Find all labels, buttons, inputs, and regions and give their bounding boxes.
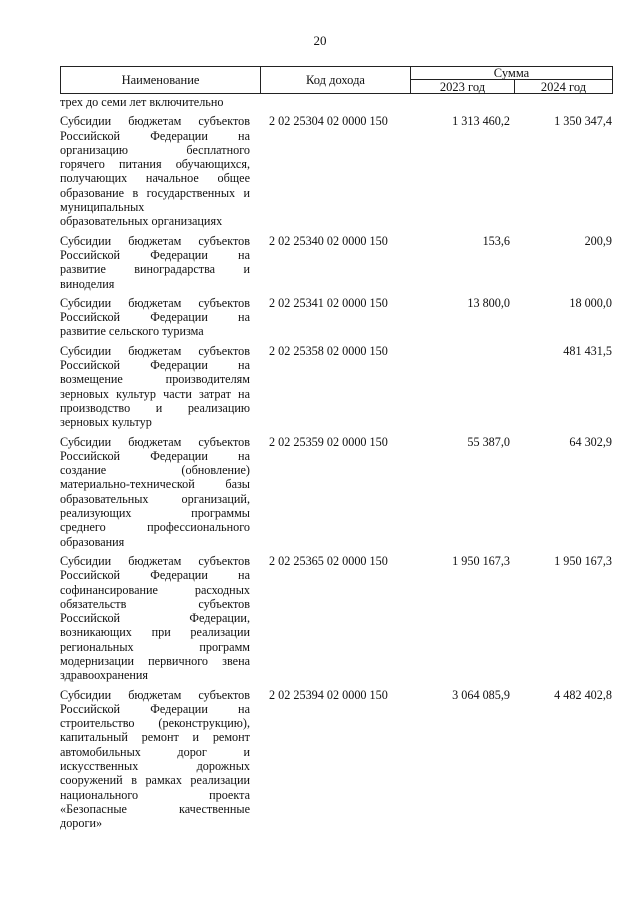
row-code: 2 02 25341 02 0000 150 <box>269 295 388 310</box>
row-name-line: виноделия <box>60 276 115 291</box>
row-value-2024: 481 431,5 <box>563 343 612 358</box>
table-row <box>60 296 620 339</box>
row-name-line: Российской Федерации на <box>60 247 250 262</box>
page-number: 20 <box>313 33 327 48</box>
row-name-line: обязательств субъектов <box>60 596 250 611</box>
row-name-line: дороги» <box>60 816 103 831</box>
table-row <box>60 234 620 291</box>
row-value-2023: 1 313 460,2 <box>452 114 510 129</box>
row-name-line: Российской Федерации на <box>60 448 250 463</box>
header-code-label: Код дохода <box>306 73 365 87</box>
row-name-line: муниципальных <box>60 200 145 215</box>
row-name-line: софинансирование расходных <box>60 582 250 597</box>
row-name <box>60 435 250 549</box>
row-value-2023: 1 950 167,3 <box>452 553 510 568</box>
row-value-2024: 200,9 <box>584 233 612 248</box>
row-code: 2 02 25304 02 0000 150 <box>269 114 388 129</box>
row-name-line: Российской Федерации на <box>60 128 250 143</box>
row-name <box>60 114 250 228</box>
row-name-line: Субсидии бюджетам субъектов <box>60 295 250 310</box>
row-name-line: модернизации первичного звена <box>60 653 250 668</box>
header-code-cell <box>260 66 411 94</box>
row-name-line: региональных программ <box>60 639 250 654</box>
row-name-line: «Безопасные качественные <box>60 801 250 816</box>
row-name-line: Субсидии бюджетам субъектов <box>60 434 250 449</box>
table-row <box>60 114 620 228</box>
row-name-line: Российской Федерации на <box>60 310 250 325</box>
row-name-line: образовательных организациях <box>60 214 223 229</box>
row-value-2023: 55 387,0 <box>467 434 510 449</box>
row-name-line: автомобильных дорог и <box>60 744 250 759</box>
header-sum-cell <box>410 66 613 80</box>
row-name-line: Российской Федерации на <box>60 568 250 583</box>
row-name-line: капитальный ремонт и ремонт <box>60 730 250 745</box>
row-name-line: образования <box>60 534 125 549</box>
header-name-label: Наименование <box>121 73 200 87</box>
row-code: 2 02 25365 02 0000 150 <box>269 553 388 568</box>
row-name-line: здравоохранения <box>60 668 149 683</box>
row-name <box>60 234 250 291</box>
table-row <box>60 435 620 549</box>
row-name-line: Субсидии бюджетам субъектов <box>60 687 250 702</box>
row-name-line: строительство (реконструкцию), <box>60 716 250 731</box>
row-name-line: создание (обновление) <box>60 463 250 478</box>
header-sum-label: Сумма <box>493 66 530 80</box>
row-value-2023: 3 064 085,9 <box>452 687 510 702</box>
row-code: 2 02 25358 02 0000 150 <box>269 343 388 358</box>
continuation-text: трех до семи лет включительно <box>60 95 224 109</box>
row-value-2024: 1 950 167,3 <box>554 553 612 568</box>
row-name-line: Субсидии бюджетам субъектов <box>60 114 250 129</box>
row-name-line: искусственных дорожных <box>60 759 250 774</box>
row-name-line: получающих начальное общее <box>60 171 250 186</box>
row-name-line: зерновых культур части затрат на <box>60 386 250 401</box>
row-name-line: производство и реализацию <box>60 400 250 415</box>
row-value-2024: 1 350 347,4 <box>554 114 612 129</box>
table-body <box>60 95 620 831</box>
header-name-cell <box>60 66 261 94</box>
row-value-2023: 153,6 <box>482 233 510 248</box>
row-name-line: возмещение производителям <box>60 372 250 387</box>
row-name-line: Субсидии бюджетам субъектов <box>60 553 250 568</box>
row-name-line: сооружений в рамках реализации <box>60 773 250 788</box>
header-year1-label: 2023 год <box>439 80 486 94</box>
row-name-line: Российской Федерации, <box>60 611 250 626</box>
header-year2-cell <box>514 79 613 94</box>
row-name-line: развитие виноградарства и <box>60 262 250 277</box>
row-name-line: Субсидии бюджетам субъектов <box>60 233 250 248</box>
row-name-line: реализующих программы <box>60 506 250 521</box>
row-name <box>60 688 250 831</box>
row-code: 2 02 25394 02 0000 150 <box>269 687 388 702</box>
row-name <box>60 344 250 430</box>
row-value-2024: 18 000,0 <box>569 295 612 310</box>
row-name-line: организацию бесплатного <box>60 142 250 157</box>
table-row <box>60 554 620 683</box>
row-name-line: Российской Федерации на <box>60 358 250 373</box>
row-code: 2 02 25359 02 0000 150 <box>269 434 388 449</box>
row-name-line: образовательных организаций, <box>60 491 250 506</box>
row-name <box>60 554 250 683</box>
row-name-line: Субсидии бюджетам субъектов <box>60 343 250 358</box>
row-name-line: развитие сельского туризма <box>60 324 204 339</box>
row-name-line: среднего профессионального <box>60 520 250 535</box>
row-name-line: образование в государственных и <box>60 185 250 200</box>
row-name-line: национального проекта <box>60 787 250 802</box>
row-value-2024: 64 302,9 <box>569 434 612 449</box>
table-header <box>60 66 613 94</box>
row-name-line: зерновых культур <box>60 415 152 430</box>
row-name-line: горячего питания обучающихся, <box>60 157 250 172</box>
row-value-2024: 4 482 402,8 <box>554 687 612 702</box>
row-name-line: материально-технической базы <box>60 477 250 492</box>
table-row <box>60 344 620 430</box>
table-row <box>60 688 620 831</box>
row-name-line: Российской Федерации на <box>60 701 250 716</box>
header-year2-label: 2024 год <box>540 80 587 94</box>
row-name <box>60 296 250 339</box>
row-name-line: возникающих при реализации <box>60 625 250 640</box>
header-year1-cell <box>410 79 515 94</box>
row-code: 2 02 25340 02 0000 150 <box>269 233 388 248</box>
row-value-2023: 13 800,0 <box>467 295 510 310</box>
